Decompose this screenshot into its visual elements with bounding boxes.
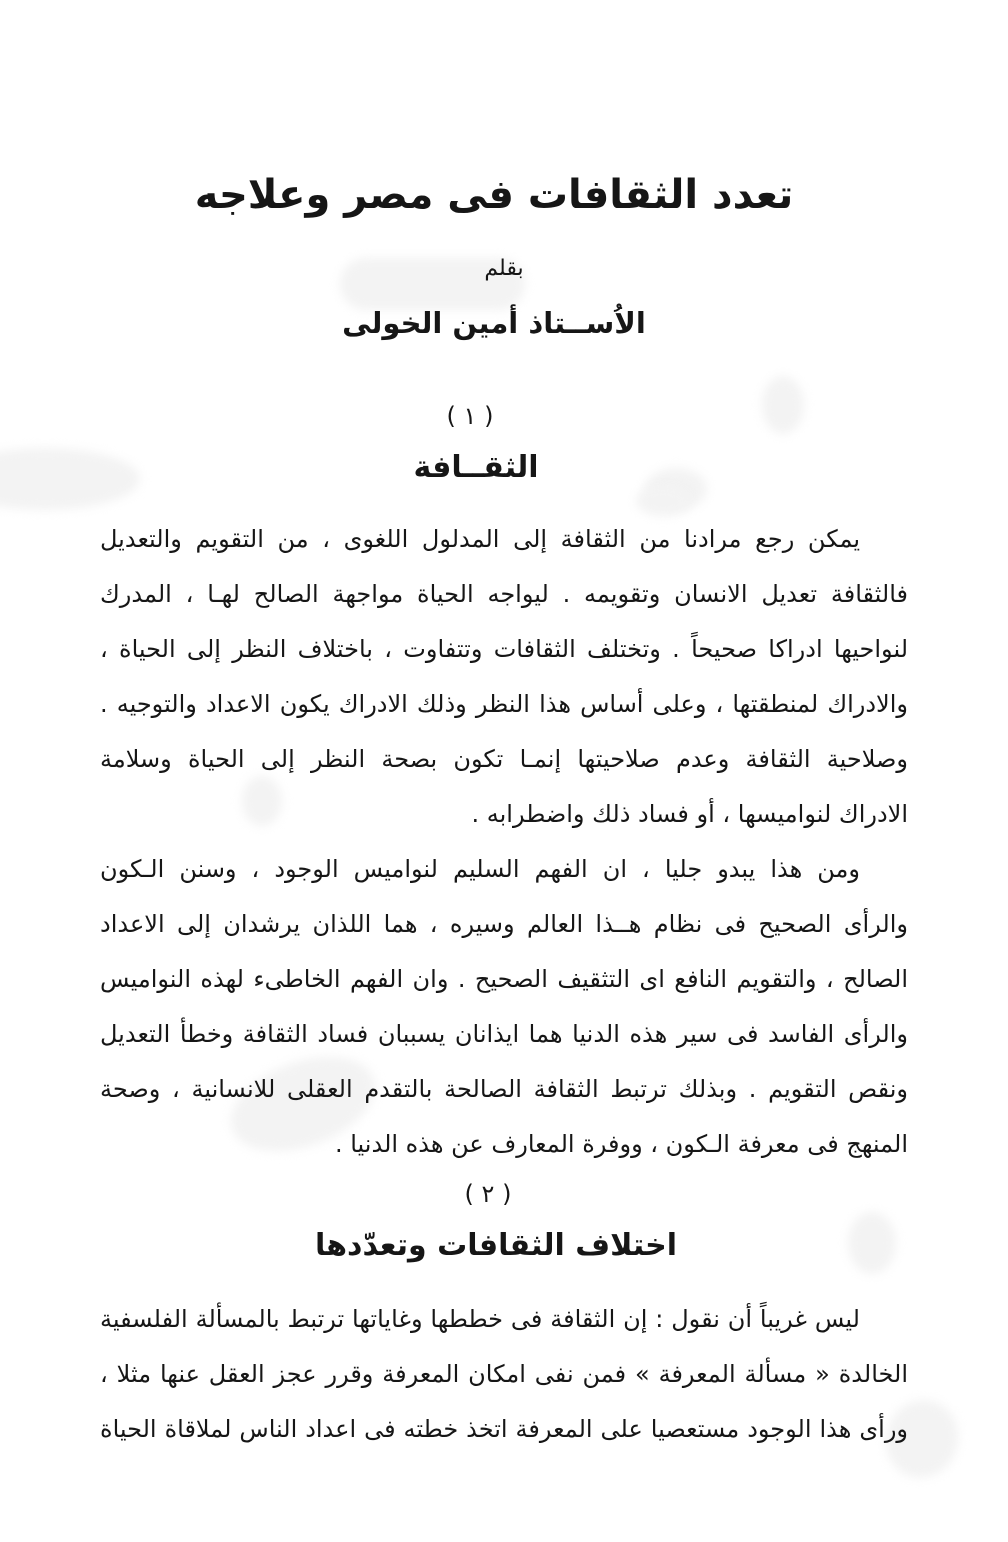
section-1-heading: الثقــافة	[413, 450, 539, 485]
text-line: يمكن رجع مرادنا من الثقافة إلى المدلول اللغوى ، من التقويم والتعديل	[100, 525, 860, 553]
text-line: وصلاحية الثقافة وعدم صلاحيتها إنمـا تكون بصحة النظر إلى الحياة وسلامة	[100, 745, 908, 773]
text-line: والرأى الصحيح فى نظام هــذا العالم وسيره ، هما اللذان يرشدان إلى الاعداد	[100, 910, 908, 938]
text-line: فالثقافة تعديل الانسان وتقويمه . ليواجه الحياة مواجهة الصالح لهـا ، المدرك	[100, 580, 908, 608]
text-line: الادراك لنواميسها ، أو فساد ذلك واضطرابه .	[471, 800, 908, 828]
text-line: المنهج فى معرفة الـكون ، ووفرة المعارف عن هذه الدنيا .	[334, 1130, 908, 1158]
text-line: والرأى الفاسد فى سير هذه الدنيا هما ايذانان يسببان فساد الثقافة وخطأ التعديل	[100, 1020, 908, 1048]
section-2-heading: اختلاف الثقافات وتعدّدها	[314, 1228, 677, 1263]
text-line: ونقص التقويم . وبذلك ترتبط الثقافة الصالحة بالتقدم العقلى للانسانية ، وصحة	[100, 1075, 908, 1103]
text-line: الصالح ، والتقويم النافع اى التثقيف الصحيح . وان الفهم الخاطىء لهذه النواميس	[100, 965, 908, 993]
section-1-body	[100, 512, 908, 1172]
byline-label: بقلم	[484, 256, 524, 281]
text-line: لنواحيها ادراكا صحيحاً . وتختلف الثقافات وتتفاوت ، باختلاف النظر إلى الحياة ،	[100, 635, 908, 663]
text-line: الخالدة « مسألة المعرفة » فمن نفى امكان المعرفة وقرر عجز العقل عنها مثلا ،	[100, 1360, 908, 1388]
text-line: ورأى هذا الوجود مستعصيا على المعرفة اتخذ خطته فى اعداد الناس لملاقاة الحياة	[100, 1415, 908, 1443]
paragraph	[100, 1292, 908, 1457]
section-1-number: ( ١ )	[446, 402, 494, 430]
text-line: والادراك لمنطقتها ، وعلى أساس هذا النظر وذلك الادراك يكون الاعداد والتوجيه .	[100, 690, 908, 718]
page-title: تعدد الثقافات فى مصر وعلاجه	[194, 172, 794, 218]
author-name: الاُســتاذ أمين الخولى	[342, 306, 646, 340]
section-2-body	[100, 1292, 908, 1457]
section-2-number: ( ٢ )	[464, 1180, 512, 1208]
paragraph	[100, 512, 908, 842]
paragraph	[100, 842, 908, 1172]
text-line: ومن هذا يبدو جليا ، ان الفهم السليم لنواميس الوجود ، وسنن الـكون	[100, 855, 860, 883]
text-line: ليس غريباً أن نقول : إن الثقافة فى خططها وغاياتها ترتبط بالمسألة الفلسفية	[100, 1305, 860, 1333]
